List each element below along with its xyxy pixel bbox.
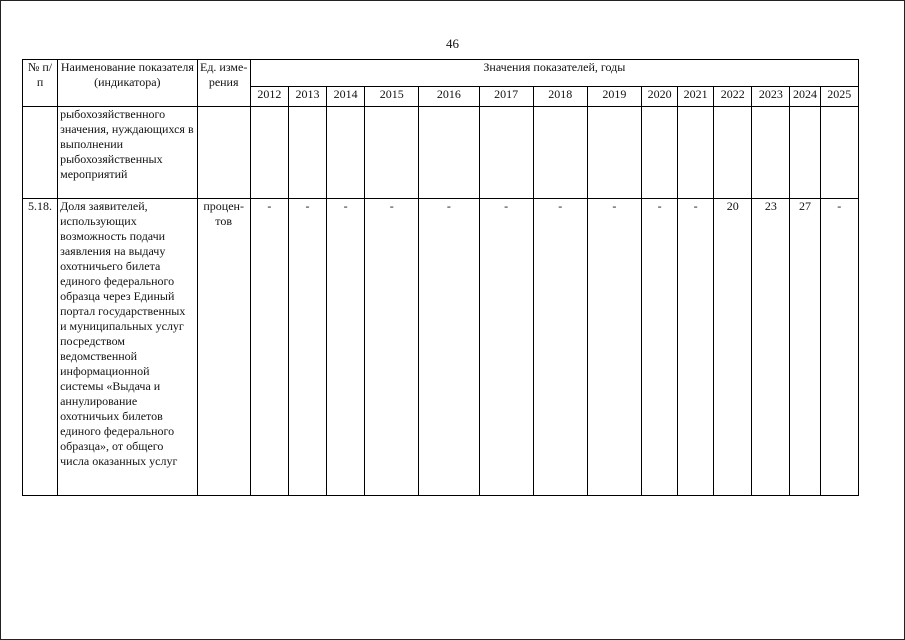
row-value	[288, 107, 326, 199]
row-unit: процен-тов	[197, 199, 250, 496]
page-number: 46	[446, 36, 459, 51]
row-value	[533, 107, 587, 199]
row-value: 23	[752, 199, 790, 496]
table-row	[23, 107, 859, 199]
row-value	[479, 107, 533, 199]
row-value: -	[820, 199, 858, 496]
header-year: 2014	[327, 87, 365, 107]
row-value: -	[533, 199, 587, 496]
row-value: -	[642, 199, 678, 496]
header-year: 2024	[790, 87, 820, 107]
row-value	[752, 107, 790, 199]
header-year: 2013	[288, 87, 326, 107]
row-num	[23, 107, 58, 199]
row-value	[419, 107, 479, 199]
header-values: Значения показателей, годы	[250, 60, 858, 87]
row-value: 20	[714, 199, 752, 496]
header-year: 2023	[752, 87, 790, 107]
row-value: -	[479, 199, 533, 496]
row-value	[365, 107, 419, 199]
row-value: 27	[790, 199, 820, 496]
row-value: -	[250, 199, 288, 496]
row-value	[587, 107, 641, 199]
indicators-table	[22, 59, 859, 496]
header-num: № п/п	[23, 60, 58, 107]
row-value: -	[365, 199, 419, 496]
row-value	[250, 107, 288, 199]
row-value	[714, 107, 752, 199]
header-year: 2022	[714, 87, 752, 107]
row-value	[790, 107, 820, 199]
row-value	[327, 107, 365, 199]
row-value	[642, 107, 678, 199]
table-row	[23, 199, 859, 496]
header-year: 2018	[533, 87, 587, 107]
row-value: -	[419, 199, 479, 496]
row-value	[678, 107, 714, 199]
row-value: -	[327, 199, 365, 496]
row-value: -	[587, 199, 641, 496]
header-year: 2015	[365, 87, 419, 107]
header-year: 2019	[587, 87, 641, 107]
row-name: Доля заявителей, использующих возможность подачи заявления на выдачу охотничьего билета единого федерального образца через Единый портал государственных и муниципальных услуг посредством ведомственной информационной системы «Выдача и аннулирование охотничьих билетов единого федерального образца», от общего числа оказанных услуг	[58, 199, 197, 496]
header-year: 2017	[479, 87, 533, 107]
header-year: 2025	[820, 87, 858, 107]
header-year: 2012	[250, 87, 288, 107]
header-year: 2021	[678, 87, 714, 107]
row-unit	[197, 107, 250, 199]
header-year: 2016	[419, 87, 479, 107]
row-value: -	[678, 199, 714, 496]
row-value	[820, 107, 858, 199]
row-value: -	[288, 199, 326, 496]
header-year: 2020	[642, 87, 678, 107]
row-name: рыбохозяйственного значения, нуждающихся в выполнении рыбохозяйственных мероприятий	[58, 107, 197, 199]
header-unit: Ед. изме-рения	[197, 60, 250, 107]
header-name: Наименование показателя (индикатора)	[58, 60, 197, 107]
row-num: 5.18.	[23, 199, 58, 496]
